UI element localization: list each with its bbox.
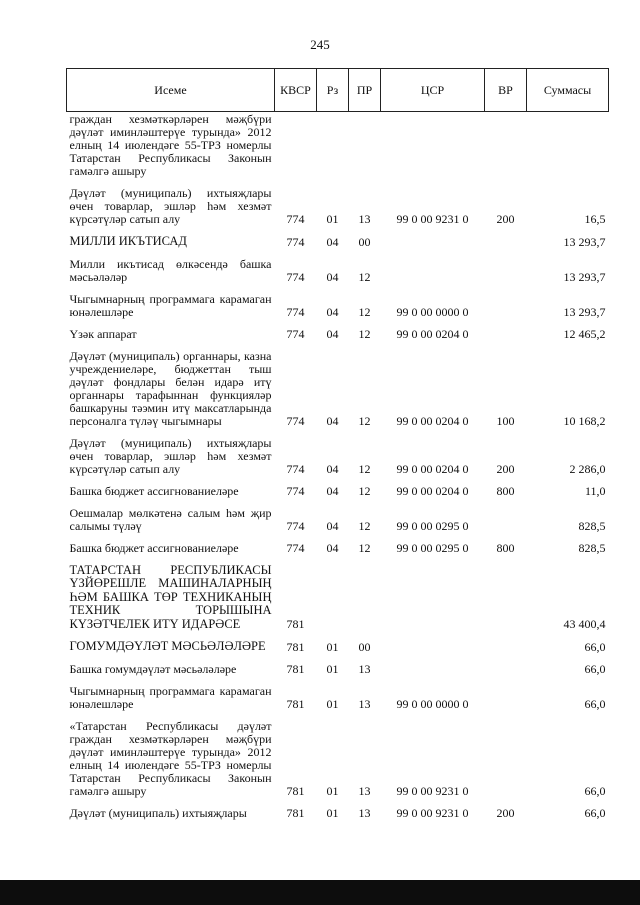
row-kvsr: 774	[286, 269, 305, 284]
row-rz: 04	[326, 304, 339, 319]
row-sum: 11,0	[584, 483, 606, 498]
row-sum: 66,0	[584, 696, 606, 711]
table-row	[67, 430, 609, 478]
row-vr: 200	[496, 805, 515, 820]
row-name: Дәүләт (муниципаль) органнары, казна учреждениеләре, бюджеттан тыш дәүләт фондлары белән идарә итү органнары тарафыннан функцияләр башкаруны тәэмин итү максатларында персоналга түләү чыгымнары	[69, 348, 272, 428]
row-name: Дәүләт (муниципаль) ихтыяҗлары өчен товарлар, эшләр һәм хезмәт күрсәтүләр сатып алу	[69, 435, 272, 476]
row-kvsr: 781	[286, 661, 305, 676]
row-kvsr	[275, 112, 317, 181]
table-row	[67, 180, 609, 228]
row-name: Башка бюджет ассигнованиеләре	[69, 540, 239, 555]
table-row	[67, 535, 609, 557]
row-sum: 66,0	[584, 783, 606, 798]
row-csr	[381, 557, 485, 634]
row-csr	[381, 228, 485, 251]
row-vr	[485, 321, 527, 343]
row-sum: 828,5	[578, 540, 606, 555]
row-csr: 99 0 00 0295 0	[396, 540, 469, 555]
row-pr: 12	[358, 461, 371, 476]
row-rz: 04	[326, 518, 339, 533]
row-pr: 12	[358, 326, 371, 341]
row-sum: 66,0	[584, 639, 606, 654]
row-pr	[349, 557, 381, 634]
page-number: 245	[310, 37, 330, 52]
header-pr: ПР	[349, 69, 381, 112]
row-name: Чыгымнарның программага карамаган юнәлешләре	[69, 683, 272, 711]
row-pr: 12	[358, 540, 371, 555]
row-name: Оешмалар мөлкәтенә салым һәм җир салымы түләү	[69, 505, 272, 533]
row-csr: 99 0 00 0000 0	[396, 696, 469, 711]
table-row	[67, 656, 609, 678]
row-kvsr: 781	[286, 805, 305, 820]
row-name: ТАТАРСТАН РЕСПУБЛИКАСЫ ҮЗЙӨРЕШЛЕ МАШИНАЛАРНЫҢ ҺӘМ БАШКА ТӨР ТЕХНИКАНЫҢ ТЕХНИК ТОРЫШЫНА КҮЗӘТЧЕЛЕК ИТҮ ИДАРӘСЕ	[69, 562, 272, 631]
row-rz	[317, 112, 349, 181]
row-rz: 04	[326, 483, 339, 498]
row-csr: 99 0 00 0204 0	[396, 461, 469, 476]
table-row	[67, 286, 609, 321]
row-csr	[381, 633, 485, 656]
row-name: граждан хезмәткәрләрен мәҗбүри дәүләт иминләштерүе турында» 2012 елның 14 июлендәге 55-ТРЗ номерлы Татарстан Республикасы Законын гамәлгә ашыру	[69, 112, 272, 178]
table-row	[67, 633, 609, 656]
row-pr: 13	[358, 212, 371, 226]
row-rz: 04	[326, 326, 339, 341]
header-rz: Рз	[317, 69, 349, 112]
row-rz: 01	[326, 805, 339, 820]
row-name: Үзәк аппарат	[69, 326, 137, 341]
row-rz: 01	[326, 639, 339, 654]
row-csr: 99 0 00 0204 0	[396, 326, 469, 341]
row-name: Чыгымнарның программага карамаган юнәлешләре	[69, 291, 272, 319]
header-csr: ЦСР	[381, 69, 485, 112]
table-row	[67, 500, 609, 535]
row-pr: 13	[358, 783, 371, 798]
row-name: ГОМУМДӘҮЛӘТ МӘСЬӘЛӘЛӘРЕ	[69, 639, 266, 653]
row-sum: 66,0	[584, 805, 606, 820]
row-rz: 01	[326, 212, 339, 226]
row-pr: 12	[358, 518, 371, 533]
row-vr	[485, 228, 527, 251]
row-rz: 04	[326, 461, 339, 476]
row-kvsr: 781	[286, 783, 305, 798]
table-row	[67, 343, 609, 430]
row-pr: 13	[358, 805, 371, 820]
row-kvsr: 774	[286, 540, 305, 555]
row-sum: 13 293,7	[563, 234, 606, 249]
row-vr	[485, 678, 527, 713]
row-vr	[485, 500, 527, 535]
row-rz: 01	[326, 661, 339, 676]
row-csr: 99 0 00 0295 0	[396, 518, 469, 533]
row-kvsr: 774	[286, 483, 305, 498]
row-vr: 200	[496, 461, 515, 476]
row-csr: 99 0 00 0204 0	[396, 413, 469, 428]
row-sum: 16,5	[584, 212, 606, 226]
row-vr: 800	[496, 483, 515, 498]
row-pr: 13	[358, 661, 371, 676]
row-kvsr: 781	[286, 617, 305, 631]
row-vr	[485, 713, 527, 800]
row-vr	[485, 286, 527, 321]
row-rz	[317, 557, 349, 634]
row-name: Дәүләт (муниципаль) ихтыяҗлары	[69, 805, 247, 820]
row-pr	[349, 112, 381, 181]
table-row	[67, 478, 609, 500]
row-kvsr: 774	[286, 304, 305, 319]
table-row	[67, 800, 609, 822]
row-name: МИЛЛИ ИКЪТИСАД	[69, 234, 187, 248]
row-csr: 99 0 00 0204 0	[396, 483, 469, 498]
row-vr	[485, 112, 527, 181]
row-vr	[485, 633, 527, 656]
row-vr	[485, 251, 527, 286]
row-csr: 99 0 00 9231 0	[396, 805, 469, 820]
row-rz: 04	[326, 234, 339, 249]
budget-table	[66, 68, 609, 822]
scan-bottom-edge	[0, 880, 640, 905]
header-vr: ВР	[485, 69, 527, 112]
row-pr: 00	[358, 234, 371, 249]
row-csr: 99 0 00 9231 0	[396, 783, 469, 798]
header-kvsr: КВСР	[275, 69, 317, 112]
row-vr: 100	[496, 413, 515, 428]
row-sum: 13 293,7	[563, 269, 606, 284]
row-sum: 66,0	[584, 661, 606, 676]
row-vr	[485, 656, 527, 678]
row-pr: 12	[358, 304, 371, 319]
row-vr	[485, 557, 527, 634]
row-sum	[527, 112, 609, 181]
table-row	[67, 228, 609, 251]
table-header-row	[67, 69, 609, 112]
row-kvsr: 774	[286, 461, 305, 476]
table-row	[67, 251, 609, 286]
table-row	[67, 557, 609, 634]
row-vr: 800	[496, 540, 515, 555]
row-kvsr: 774	[286, 234, 305, 249]
row-pr: 00	[358, 639, 371, 654]
row-kvsr: 774	[286, 326, 305, 341]
row-rz: 01	[326, 783, 339, 798]
header-sum: Суммасы	[527, 69, 609, 112]
row-sum: 43 400,4	[563, 617, 606, 631]
row-vr: 200	[496, 212, 515, 226]
table-row	[67, 713, 609, 800]
header-name: Исеме	[67, 69, 275, 112]
row-sum: 2 286,0	[569, 461, 606, 476]
row-kvsr: 781	[286, 696, 305, 711]
row-pr: 12	[358, 413, 371, 428]
row-name: «Татарстан Республикасы дәүләт граждан хезмәткәрләрен мәҗбүри дәүләт иминләштерүе турында» 2012 елның 14 июлендәге 55-ТРЗ номерлы Татарстан Республикасы Законын гамәлгә ашыру	[69, 718, 272, 798]
row-name: Милли икътисад өлкәсендә башка мәсьәләләр	[69, 256, 272, 284]
table-row	[67, 678, 609, 713]
row-sum: 13 293,7	[563, 304, 606, 319]
row-pr: 13	[358, 696, 371, 711]
row-kvsr: 774	[286, 518, 305, 533]
table-row	[67, 321, 609, 343]
row-sum: 12 465,2	[563, 326, 606, 341]
row-csr: 99 0 00 0000 0	[396, 304, 469, 319]
row-name: Башка бюджет ассигнованиеләре	[69, 483, 239, 498]
row-pr: 12	[358, 269, 371, 284]
row-kvsr: 774	[286, 413, 305, 428]
row-name: Башка гомумдәүләт мәсьәләләре	[69, 661, 237, 676]
row-csr: 99 0 00 9231 0	[396, 212, 469, 226]
row-rz: 01	[326, 696, 339, 711]
row-sum: 10 168,2	[563, 413, 606, 428]
row-name: Дәүләт (муниципаль) ихтыяҗлары өчен товарлар, эшләр һәм хезмәт күрсәтүләр сатып алу	[69, 186, 272, 226]
row-csr	[381, 112, 485, 181]
row-kvsr: 781	[286, 639, 305, 654]
row-pr: 12	[358, 483, 371, 498]
row-rz: 04	[326, 540, 339, 555]
row-rz: 04	[326, 413, 339, 428]
row-csr	[381, 251, 485, 286]
row-csr	[381, 656, 485, 678]
row-rz: 04	[326, 269, 339, 284]
row-sum: 828,5	[578, 518, 606, 533]
row-kvsr: 774	[286, 212, 305, 226]
table-row	[67, 112, 609, 181]
